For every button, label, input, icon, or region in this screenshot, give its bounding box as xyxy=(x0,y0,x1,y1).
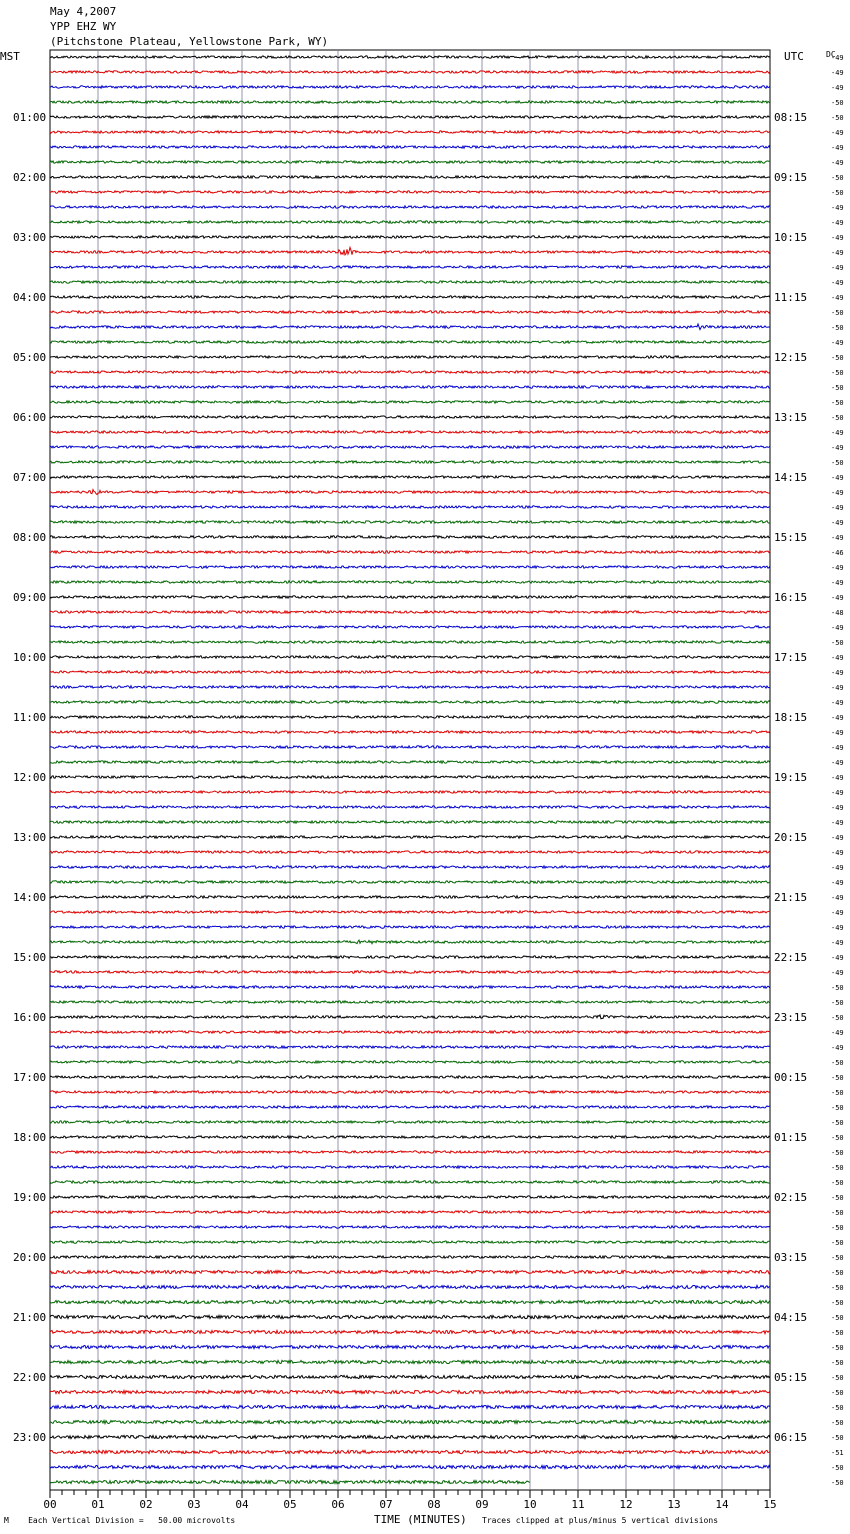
dc-offset-label: -50 xyxy=(831,1254,844,1262)
trace-line xyxy=(50,656,770,658)
dc-offset-label: -49 xyxy=(831,489,844,497)
dc-offset-label: -49 xyxy=(831,279,844,287)
x-tick-label: 13 xyxy=(667,1498,681,1511)
corner-mark: M xyxy=(4,1516,9,1525)
mst-hour-label: 17:00 xyxy=(13,1071,47,1084)
trace-line xyxy=(50,1315,770,1318)
trace-line xyxy=(50,1345,770,1348)
trace-line xyxy=(50,386,770,388)
dc-offset-label: -49 xyxy=(831,624,844,632)
scale-note-text: Each Vertical Division = 50.00 microvolts xyxy=(28,1516,236,1525)
clip-note: Traces clipped at plus/minus 5 vertical divisions xyxy=(482,1516,719,1525)
trace-line xyxy=(50,701,770,703)
mst-hour-label: 13:00 xyxy=(13,831,47,844)
trace-line xyxy=(50,86,770,88)
dc-offset-label: -49 xyxy=(831,129,844,137)
dc-offset-label: -49 xyxy=(831,894,844,902)
utc-hour-label: 09:15 xyxy=(774,171,808,184)
mst-hour-label: 02:00 xyxy=(13,171,47,184)
dc-offset-label: -49 xyxy=(831,339,844,347)
dc-offset-label: -50 xyxy=(831,354,844,362)
trace-line xyxy=(50,341,770,343)
scale-note xyxy=(4,1516,235,1525)
dc-offset-label: -50 xyxy=(831,1134,844,1142)
trace-line xyxy=(50,806,770,808)
mst-hour-label: 05:00 xyxy=(13,351,47,364)
dc-offset-label: -49 xyxy=(831,579,844,587)
dc-offset-label: -50 xyxy=(831,1104,844,1112)
trace-line xyxy=(50,1181,770,1183)
trace-line xyxy=(50,521,770,523)
station-label: YPP EHZ WY xyxy=(50,20,117,33)
trace-line xyxy=(50,1390,770,1393)
trace-line xyxy=(50,416,770,418)
x-tick-label: 09 xyxy=(475,1498,489,1511)
trace-line xyxy=(50,161,770,163)
trace-line xyxy=(50,940,770,944)
x-tick-label: 01 xyxy=(91,1498,105,1511)
utc-hour-label: 11:15 xyxy=(774,291,808,304)
dc-offset-label: -50 xyxy=(831,999,844,1007)
utc-hour-label: 12:15 xyxy=(774,351,808,364)
trace-line xyxy=(50,281,770,283)
dc-offset-label: -51 xyxy=(831,1449,844,1457)
dc-offset-label: -50 xyxy=(831,639,844,647)
trace-line xyxy=(50,896,770,898)
trace-line xyxy=(50,851,770,853)
dc-offset-label: -49 xyxy=(831,474,844,482)
trace-line xyxy=(50,1196,770,1198)
dc-offset-label: -49 xyxy=(831,564,844,572)
dc-offset-label: -49 xyxy=(831,789,844,797)
time-axis xyxy=(43,1490,776,1511)
dc-offset-label: -49 xyxy=(831,504,844,512)
utc-hour-label: 20:15 xyxy=(774,831,808,844)
dc-offset-label: -50 xyxy=(831,1434,844,1442)
x-tick-label: 07 xyxy=(379,1498,393,1511)
dc-offset-label: -49 xyxy=(831,744,844,752)
trace-line xyxy=(50,1420,770,1423)
utc-axis-label: UTC xyxy=(784,50,804,63)
trace-line xyxy=(50,356,770,358)
utc-hour-label: 13:15 xyxy=(774,411,808,424)
dc-offset-label: -49 xyxy=(831,774,844,782)
dc-offset-label: -50 xyxy=(831,1089,844,1097)
dc-offset-label: -49 xyxy=(831,849,844,857)
mst-hour-label: 04:00 xyxy=(13,291,47,304)
mst-hour-label: 15:00 xyxy=(13,951,47,964)
dc-offset-label: -50 xyxy=(831,309,844,317)
mst-hour-label: 20:00 xyxy=(13,1251,47,1264)
dc-offset-label: -50 xyxy=(831,384,844,392)
trace-line xyxy=(50,371,770,373)
dc-offset-label: -49 xyxy=(831,294,844,302)
x-tick-label: 10 xyxy=(523,1498,537,1511)
trace-line xyxy=(50,1405,770,1408)
dc-offset-label: -50 xyxy=(831,174,844,182)
trace-line xyxy=(50,236,770,238)
trace-line xyxy=(50,926,770,928)
trace-line xyxy=(50,1360,770,1363)
trace-line xyxy=(50,911,770,913)
mst-hour-label: 23:00 xyxy=(13,1431,47,1444)
trace-line xyxy=(50,1226,770,1228)
trace-line xyxy=(50,431,770,433)
trace-line xyxy=(50,776,770,778)
trace-line xyxy=(50,1241,770,1243)
dc-offset-label: -49 xyxy=(831,534,844,542)
mst-hour-label: 10:00 xyxy=(13,651,47,664)
dc-offset-label: -49 xyxy=(831,819,844,827)
dc-offset-label: -49 xyxy=(831,204,844,212)
utc-hour-label: 01:15 xyxy=(774,1131,808,1144)
trace-line xyxy=(50,1435,770,1438)
trace-line xyxy=(50,1031,770,1033)
x-tick-label: 02 xyxy=(139,1498,153,1511)
trace-line xyxy=(50,146,770,148)
dc-offset-label: -49 xyxy=(831,939,844,947)
mst-hour-label: 07:00 xyxy=(13,471,47,484)
mst-hour-label: 08:00 xyxy=(13,531,47,544)
x-tick-label: 04 xyxy=(235,1498,249,1511)
utc-hour-label: 21:15 xyxy=(774,891,808,904)
x-tick-label: 12 xyxy=(619,1498,633,1511)
mst-hour-label: 19:00 xyxy=(13,1191,47,1204)
trace-line xyxy=(50,761,770,763)
mst-hour-label: 14:00 xyxy=(13,891,47,904)
dc-offset-label: -50 xyxy=(831,324,844,332)
trace-line xyxy=(50,731,770,733)
utc-hour-label: 02:15 xyxy=(774,1191,808,1204)
utc-hour-label: 06:15 xyxy=(774,1431,808,1444)
trace-line xyxy=(50,836,770,838)
dc-offset-label: -49 xyxy=(831,444,844,452)
dc-offset-label: -50 xyxy=(831,1464,844,1472)
trace-line xyxy=(50,971,770,973)
dc-offset-label: -50 xyxy=(831,1179,844,1187)
dc-offset-label: -50 xyxy=(831,1149,844,1157)
utc-hour-label: 18:15 xyxy=(774,711,808,724)
trace-line xyxy=(50,296,770,298)
trace-line xyxy=(50,956,770,958)
mst-hour-label: 06:00 xyxy=(13,411,47,424)
trace-line xyxy=(50,191,770,193)
utc-hour-label: 08:15 xyxy=(774,111,808,124)
utc-hour-label: 16:15 xyxy=(774,591,808,604)
trace-line xyxy=(50,506,770,508)
trace-line xyxy=(50,611,770,613)
dc-offset-label: -50 xyxy=(831,984,844,992)
dc-offset-label: -50 xyxy=(831,1074,844,1082)
utc-hour-label: 23:15 xyxy=(774,1011,808,1024)
date-label: May 4,2007 xyxy=(50,5,117,18)
trace-line xyxy=(50,626,770,628)
dc-offset-label: -50 xyxy=(831,1119,844,1127)
dc-offset-label: -50 xyxy=(831,1419,844,1427)
x-tick-label: 05 xyxy=(283,1498,297,1511)
dc-offset-label: -49 xyxy=(831,654,844,662)
dc-offset-label: -50 xyxy=(831,1314,844,1322)
x-tick-label: 11 xyxy=(571,1498,585,1511)
utc-hour-label: 17:15 xyxy=(774,651,808,664)
dc-offset-label: -50 xyxy=(831,369,844,377)
dc-offset-label: -50 xyxy=(831,1224,844,1232)
dc-offset-label: -49 xyxy=(831,714,844,722)
dc-offset-label: -49 xyxy=(831,1044,844,1052)
trace-line xyxy=(50,401,770,403)
dc-offset-label: -50 xyxy=(831,1389,844,1397)
trace-line xyxy=(50,311,770,313)
trace-line xyxy=(50,1046,770,1048)
dc-offset-label: -50 xyxy=(831,1209,844,1217)
mst-axis-label: MST xyxy=(0,50,20,63)
dc-offset-label: -49 xyxy=(831,594,844,602)
dc-offset-label: -50 xyxy=(831,1269,844,1277)
mst-hour-label: 12:00 xyxy=(13,771,47,784)
mst-hour-label: 03:00 xyxy=(13,231,47,244)
trace-line xyxy=(50,1256,770,1258)
dc-offset-label: -49 xyxy=(831,264,844,272)
dc-offset-label: -49 xyxy=(831,144,844,152)
dc-offset-label: -50 xyxy=(831,1344,844,1352)
x-tick-label: 06 xyxy=(331,1498,345,1511)
dc-offset-label: -49 xyxy=(831,669,844,677)
dc-offset-label: -49 xyxy=(831,219,844,227)
dc-offset-label: -49 xyxy=(831,234,844,242)
x-axis-title: TIME (MINUTES) xyxy=(374,1513,467,1526)
dc-offset-label: -50 xyxy=(831,1014,844,1022)
dc-offset-label: -49 xyxy=(831,1029,844,1037)
dc-offset-label: -49 xyxy=(831,729,844,737)
x-tick-label: 03 xyxy=(187,1498,201,1511)
utc-hour-label: 15:15 xyxy=(774,531,808,544)
dc-offset-label: -49 xyxy=(831,909,844,917)
dc-offset-label: -49 xyxy=(831,54,844,62)
x-tick-label: 00 xyxy=(43,1498,57,1511)
trace-line xyxy=(50,671,770,673)
trace-line xyxy=(50,581,770,583)
mst-hour-label: 18:00 xyxy=(13,1131,47,1144)
trace-line xyxy=(50,116,770,118)
trace-line xyxy=(50,1465,770,1468)
dc-label: DC xyxy=(826,50,836,59)
dc-offset-label: -49 xyxy=(831,879,844,887)
trace-line xyxy=(50,266,770,268)
dc-offset-label: -49 xyxy=(831,519,844,527)
dc-offset-label: -46 xyxy=(831,549,844,557)
dc-offset-label: -49 xyxy=(831,804,844,812)
trace-line xyxy=(50,1330,770,1333)
x-tick-label: 08 xyxy=(427,1498,441,1511)
dc-offset-label: -49 xyxy=(831,159,844,167)
trace-line xyxy=(50,986,770,988)
trace-line xyxy=(50,1375,770,1378)
trace-line xyxy=(50,1015,770,1019)
trace-line xyxy=(50,490,770,495)
dc-offset-label: -49 xyxy=(831,834,844,842)
trace-line xyxy=(50,56,770,58)
dc-offset-label: -50 xyxy=(831,1359,844,1367)
dc-offset-label: -49 xyxy=(831,954,844,962)
utc-hour-label: 14:15 xyxy=(774,471,808,484)
dc-offset-label: -49 xyxy=(831,924,844,932)
trace-line xyxy=(50,1166,770,1168)
dc-offset-label: -49 xyxy=(831,969,844,977)
dc-offset-label: -48 xyxy=(831,609,844,617)
trace-line xyxy=(50,247,770,255)
dc-labels xyxy=(831,54,844,1487)
trace-line xyxy=(50,221,770,223)
trace-line xyxy=(50,536,770,538)
trace-line xyxy=(50,551,770,553)
trace-line xyxy=(50,566,770,568)
dc-offset-label: -50 xyxy=(831,1374,844,1382)
dc-offset-label: -50 xyxy=(831,99,844,107)
trace-line xyxy=(50,446,770,448)
utc-hour-label: 05:15 xyxy=(774,1371,808,1384)
trace-line xyxy=(50,881,770,883)
trace-line xyxy=(50,1106,770,1108)
dc-offset-label: -50 xyxy=(831,1059,844,1067)
dc-offset-label: -50 xyxy=(831,1299,844,1307)
dc-offset-label: -49 xyxy=(831,699,844,707)
mst-hour-label: 09:00 xyxy=(13,591,47,604)
trace-line xyxy=(50,1076,770,1078)
dc-offset-label: -50 xyxy=(831,189,844,197)
dc-offset-label: -50 xyxy=(831,1479,844,1487)
utc-hour-label: 04:15 xyxy=(774,1311,808,1324)
utc-hour-label: 00:15 xyxy=(774,1071,808,1084)
trace-line xyxy=(50,716,770,718)
trace-line xyxy=(50,791,770,793)
trace-line xyxy=(50,686,770,688)
mst-hour-label: 21:00 xyxy=(13,1311,47,1324)
trace-line xyxy=(50,324,770,330)
dc-offset-label: -50 xyxy=(831,399,844,407)
dc-offset-label: -50 xyxy=(831,114,844,122)
mst-hour-label: 16:00 xyxy=(13,1011,47,1024)
trace-line xyxy=(50,1136,770,1138)
dc-offset-label: -49 xyxy=(831,759,844,767)
x-tick-label: 15 xyxy=(763,1498,777,1511)
dc-offset-label: -50 xyxy=(831,1284,844,1292)
trace-line xyxy=(50,71,770,73)
trace-line xyxy=(50,1270,770,1273)
trace-line xyxy=(50,131,770,133)
dc-offset-label: -50 xyxy=(831,1239,844,1247)
dc-offset-label: -49 xyxy=(831,864,844,872)
utc-hour-label: 10:15 xyxy=(774,231,808,244)
trace-line xyxy=(50,866,770,868)
dc-offset-label: -49 xyxy=(831,429,844,437)
trace-line xyxy=(50,1121,770,1123)
trace-line xyxy=(50,176,770,178)
dc-offset-label: -49 xyxy=(831,684,844,692)
trace-line xyxy=(50,1450,770,1453)
trace-line xyxy=(50,821,770,823)
dc-offset-label: -49 xyxy=(831,249,844,257)
dc-offset-label: -50 xyxy=(831,459,844,467)
trace-line xyxy=(50,1285,770,1288)
utc-hour-label: 03:15 xyxy=(774,1251,808,1264)
dc-offset-label: -49 xyxy=(831,69,844,77)
trace-line xyxy=(50,641,770,643)
trace-line xyxy=(50,1091,770,1093)
mst-hour-label: 01:00 xyxy=(13,111,47,124)
utc-hour-label: 19:15 xyxy=(774,771,808,784)
trace-line xyxy=(50,596,770,598)
dc-offset-label: -49 xyxy=(831,84,844,92)
trace-line xyxy=(50,1151,770,1153)
trace-line xyxy=(50,101,770,103)
dc-offset-label: -50 xyxy=(831,1329,844,1337)
trace-line xyxy=(50,1061,770,1063)
trace-group xyxy=(50,56,770,1484)
trace-line xyxy=(50,461,770,463)
mst-hour-label: 11:00 xyxy=(13,711,47,724)
trace-line xyxy=(50,1211,770,1213)
dc-offset-label: -50 xyxy=(831,414,844,422)
trace-line xyxy=(50,746,770,748)
location-label: (Pitchstone Plateau, Yellowstone Park, WY) xyxy=(50,35,329,48)
trace-line xyxy=(50,476,770,478)
mst-hour-label: 22:00 xyxy=(13,1371,47,1384)
dc-offset-label: -50 xyxy=(831,1164,844,1172)
dc-offset-label: -50 xyxy=(831,1404,844,1412)
x-tick-label: 14 xyxy=(715,1498,729,1511)
trace-line xyxy=(50,1300,770,1303)
trace-line xyxy=(50,206,770,208)
utc-hour-label: 22:15 xyxy=(774,951,808,964)
dc-offset-label: -50 xyxy=(831,1194,844,1202)
trace-line xyxy=(50,1001,770,1003)
